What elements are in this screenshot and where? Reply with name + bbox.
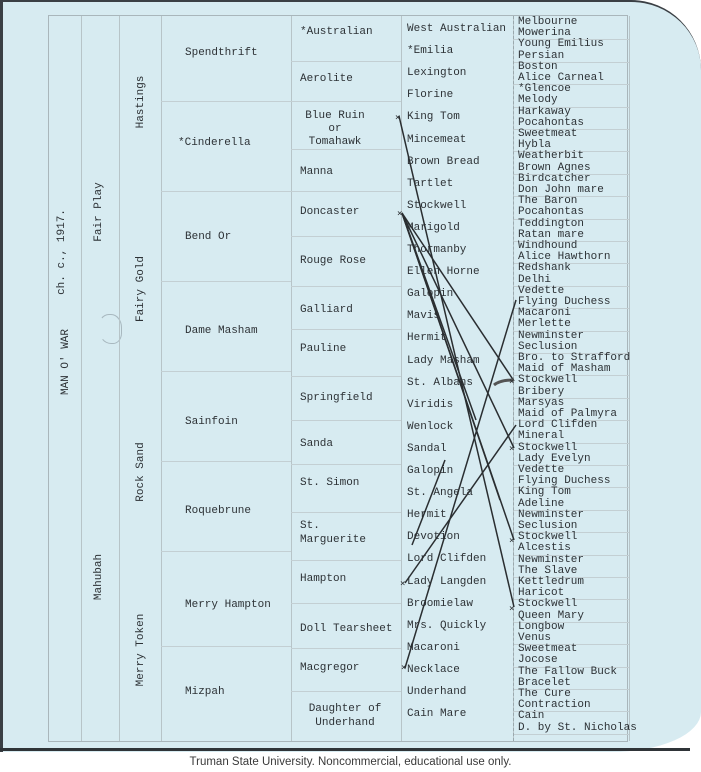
gen6-name: Alice Carneal: [518, 72, 604, 84]
gen4-cell: [291, 464, 401, 513]
gen5-cell: [401, 200, 513, 222]
gen5-cell: [401, 598, 513, 620]
gen5-name: Wenlock: [407, 420, 454, 433]
gen5-name: Brown Bread: [407, 155, 480, 168]
gen5-name: Mrs. Quickly: [407, 619, 487, 632]
gen6-name: Melbourne: [518, 16, 578, 28]
gen4-name: St. Simon: [300, 477, 360, 489]
gen5-name: Broomielaw: [407, 597, 474, 610]
gen4-name: *Australian: [300, 26, 373, 38]
gen6-name: Persian: [518, 49, 565, 62]
column-generation-5: [401, 16, 514, 741]
gen4-name: Daughter of Underhand: [308, 703, 382, 729]
svg-text:×: ×: [400, 579, 406, 589]
gen5-name: Hermit: [407, 332, 447, 345]
gen6-name: Teddington: [518, 217, 585, 230]
gen4-cell: [291, 420, 401, 465]
gen6-name: Seclusion: [518, 340, 578, 353]
gen4-cell: [291, 376, 401, 421]
gen4-cell: [291, 236, 401, 287]
gen6-name: Longbow: [518, 620, 565, 633]
gen5-cell: [401, 222, 513, 244]
gen5-name: Necklace: [407, 663, 460, 676]
gen4-cell: [291, 329, 401, 377]
gen6-name: Maid of Masham: [518, 363, 611, 376]
column-generation-4: [291, 16, 402, 741]
gen2-cell: [119, 561, 161, 743]
gen5-cell: [401, 355, 513, 377]
gen6-name: The Slave: [518, 564, 578, 577]
gen6-name: Don John mare: [518, 184, 604, 196]
gen5-name: Devotion: [407, 531, 460, 544]
gen5-name: West Australian: [407, 23, 507, 35]
gen6-name: Alcestis: [518, 542, 571, 555]
gen3-name: Dame Masham: [185, 325, 258, 337]
gen2-name: Hastings: [135, 75, 147, 129]
gen4-name: Blue Ruin or Tomahawk: [305, 110, 365, 148]
gen6-name: Flying Duchess: [518, 475, 611, 488]
gen5-cell: [401, 288, 513, 310]
gen5-name: Sandal: [407, 442, 447, 455]
gen4-cell: [291, 691, 401, 743]
gen5-cell: [401, 399, 513, 421]
gen3-cell: [161, 646, 291, 743]
gen6-name: Melody: [518, 94, 558, 107]
gen2-name: Merry Token: [135, 613, 147, 687]
dam-name: Mahubah: [93, 553, 105, 601]
gen5-cell: [401, 531, 513, 553]
gen5-cell: [401, 620, 513, 642]
svg-text:×: ×: [397, 209, 403, 219]
slide-edge: [0, 748, 690, 751]
gen6-name: Newminster: [518, 329, 585, 342]
gen5-name: Tartlet: [407, 177, 454, 190]
svg-text:×: ×: [395, 113, 401, 123]
gen4-name: Manna: [300, 166, 334, 178]
gen6-name: D. by St. Nicholas: [518, 721, 637, 734]
gen5-cell: [401, 465, 513, 487]
gen5-cell: [401, 67, 513, 89]
gen4-name: Galliard: [300, 304, 353, 316]
gen6-name: Redshank: [518, 262, 571, 275]
gen5-name: *Emilia: [407, 45, 454, 58]
svg-text:×: ×: [401, 663, 407, 673]
gen5-name: Lady Masham: [407, 354, 480, 367]
gen6-name: Vedette: [518, 464, 565, 476]
gen4-cell: [291, 61, 401, 102]
gen5-cell: [401, 642, 513, 664]
gen2-name: Rock Sand: [135, 442, 147, 502]
gen6-name: Jocose: [518, 654, 558, 667]
gen5-name: St. Angela: [407, 487, 474, 500]
gen6-name: Mineral: [518, 430, 565, 443]
column-generation-2: [119, 16, 162, 741]
gen4-name: Macgregor: [300, 662, 360, 674]
gen4-name: Rouge Rose: [300, 255, 367, 267]
gen5-cell: [401, 487, 513, 509]
gen5-cell: [401, 576, 513, 598]
gen4-cell: [291, 648, 401, 692]
gen5-cell: [401, 156, 513, 178]
gen3-cell: [161, 371, 291, 462]
gen5-name: Marigold: [407, 221, 460, 234]
gen5-name: Lady Langden: [407, 575, 487, 588]
gen6-name: Ratan mare: [518, 228, 585, 241]
gen4-cell: [291, 16, 401, 62]
gen3-name: Roquebrune: [185, 505, 252, 517]
column-generation-6: [513, 16, 637, 741]
footer-credit: Truman State University. Noncommercial, educational use only.: [189, 756, 512, 768]
gen5-cell: [401, 89, 513, 111]
gen3-name: Mizpah: [185, 686, 225, 698]
sire-cell: [81, 16, 119, 441]
gen5-name: King Tom: [407, 111, 460, 124]
gen6-name: Stockwell: [518, 598, 578, 611]
gen5-name: St. Albans: [407, 376, 474, 389]
gen3-name: Spendthrift: [185, 47, 258, 59]
gen4-cell: [291, 560, 401, 604]
sire-name: Fair Play: [93, 182, 105, 242]
gen3-name: *Cinderella: [178, 137, 251, 149]
gen6-name: Macaroni: [518, 307, 571, 320]
gen5-cell: [401, 23, 513, 45]
gen6-name: Stockwell: [518, 531, 578, 544]
gen6-name: Queen Mary: [518, 609, 585, 622]
gen2-cell: [119, 16, 161, 201]
gen6-name: Bro. to Strafford: [518, 352, 631, 364]
gen5-cell: [401, 553, 513, 575]
gen5-cell: [401, 266, 513, 288]
gen6-name: Birdcatcher: [518, 172, 591, 185]
gen4-cell: [291, 101, 401, 150]
gen6-name: The Fallow Buck: [518, 665, 618, 678]
gen6-name: Flying Duchess: [518, 296, 611, 308]
gen4-cell: [291, 191, 401, 237]
svg-text:×: ×: [509, 536, 515, 546]
gen6-name: Adeline: [518, 497, 565, 510]
gen6-cell: [514, 721, 637, 735]
gen5-name: Ellen Horne: [407, 266, 480, 279]
gen5-cell: [401, 443, 513, 465]
gen6-name: Bracelet: [518, 676, 571, 689]
gen6-name: The Cure: [518, 688, 571, 700]
gen4-name: Doll Tearsheet: [300, 623, 393, 635]
gen4-cell: [291, 286, 401, 330]
gen3-cell: [161, 101, 291, 192]
gen5-cell: [401, 111, 513, 133]
gen5-name: Mavis: [407, 310, 441, 323]
gen5-name: Thormanby: [407, 244, 467, 256]
horse-name: MAN O' WAR: [60, 329, 72, 396]
gen6-name: Pocahontas: [518, 116, 585, 129]
column-generation-1: [81, 16, 120, 741]
gen6-name: The Baron: [518, 195, 578, 208]
column-subject: [49, 16, 82, 741]
gen3-name: Bend Or: [185, 231, 232, 243]
gen6-name: Merlette: [518, 318, 571, 331]
gen6-name: Brown Agnes: [518, 161, 591, 174]
gen6-name: Boston: [518, 60, 558, 73]
gen4-name: Pauline: [300, 343, 347, 355]
gen3-cell: [161, 551, 291, 647]
gen6-name: Marsyas: [518, 396, 565, 409]
gen5-cell: [401, 178, 513, 200]
gen3-name: Merry Hampton: [185, 599, 271, 611]
gen2-cell: [119, 381, 161, 561]
gen6-name: Harkaway: [518, 105, 571, 118]
gen5-cell: [401, 244, 513, 266]
gen6-name: Sweetmeat: [518, 643, 578, 656]
gen6-name: Windhound: [518, 240, 578, 252]
gen6-name: Vedette: [518, 284, 565, 297]
gen5-name: Viridis: [407, 398, 454, 411]
gen5-name: Lord Clifden: [407, 553, 487, 566]
gen6-name: Alice Hawthorn: [518, 251, 611, 264]
gen5-cell: [401, 664, 513, 686]
gen4-name: Sanda: [300, 438, 334, 450]
horse-description: ch. c., 1917.: [56, 209, 68, 295]
gen4-name: Aerolite: [300, 73, 353, 85]
gen5-cell: [401, 421, 513, 443]
gen5-cell: [401, 45, 513, 67]
gen6-name: Weatherbit: [518, 150, 585, 163]
gen3-cell: [161, 16, 291, 102]
gen5-cell: [401, 708, 513, 730]
gen5-name: Cain Mare: [407, 708, 467, 721]
gen5-name: Galopin: [407, 465, 454, 477]
gen6-name: Haricot: [518, 587, 565, 600]
gen4-name: Hampton: [300, 573, 347, 585]
gen3-cell: [161, 191, 291, 282]
gen5-name: Underhand: [407, 686, 467, 698]
gen6-name: Cain: [518, 710, 545, 723]
gen6-name: Newminster: [518, 508, 585, 521]
svg-text:×: ×: [509, 377, 515, 387]
gen6-name: Venus: [518, 632, 552, 644]
gen2-cell: [119, 201, 161, 381]
gen6-name: Sweetmeat: [518, 128, 578, 140]
gen4-name: Doncaster: [300, 206, 360, 218]
gen5-name: Macaroni: [407, 641, 460, 654]
svg-text:×: ×: [509, 604, 515, 614]
gen6-name: Stockwell: [518, 374, 578, 387]
gen6-name: Kettledrum: [518, 576, 585, 588]
gen5-name: Stockwell: [407, 199, 467, 212]
gen3-cell: [161, 461, 291, 552]
gen6-name: *Glencoe: [518, 83, 571, 96]
gen6-name: Bribery: [518, 385, 565, 398]
gen5-cell: [401, 509, 513, 531]
gen5-name: Galopin: [407, 288, 454, 301]
gen2-name: Fairy Gold: [135, 256, 147, 323]
gen6-name: Stockwell: [518, 441, 578, 454]
svg-text:×: ×: [509, 444, 515, 454]
gen5-name: Florine: [407, 89, 454, 102]
gen5-cell: [401, 377, 513, 399]
gen5-cell: [401, 310, 513, 332]
gen6-name: Delhi: [518, 273, 552, 286]
gen6-name: Newminster: [518, 553, 585, 566]
gen6-name: Lady Evelyn: [518, 452, 591, 465]
gen3-cell: [161, 281, 291, 372]
gen4-name: St. Marguerite: [300, 520, 367, 546]
gen4-name: Springfield: [300, 392, 373, 404]
gen6-name: Contraction: [518, 699, 591, 712]
gen5-name: Hermit: [407, 509, 447, 522]
gen5-cell: [401, 686, 513, 708]
gen6-name: Pocahontas: [518, 206, 585, 219]
gen6-name: Lord Clifden: [518, 419, 598, 432]
gen3-name: Sainfoin: [185, 416, 238, 428]
gen6-name: King Tom: [518, 486, 571, 499]
gen5-cell: [401, 134, 513, 156]
gen6-name: Hybla: [518, 139, 552, 152]
gen4-cell: [291, 603, 401, 649]
gen5-cell: [401, 332, 513, 354]
gen6-name: Seclusion: [518, 520, 578, 532]
gen6-name: Mowerina: [518, 27, 571, 40]
gen5-name: Lexington: [407, 67, 467, 80]
gen6-name: Maid of Palmyra: [518, 408, 618, 420]
gen4-cell: [291, 512, 401, 561]
gen6-name: Young Emilius: [518, 38, 604, 51]
dam-cell: [81, 441, 119, 743]
column-generation-3: [161, 16, 292, 741]
pedigree-chart: [48, 15, 637, 742]
gen5-name: Mincemeat: [407, 133, 467, 146]
gen4-cell: [291, 149, 401, 192]
